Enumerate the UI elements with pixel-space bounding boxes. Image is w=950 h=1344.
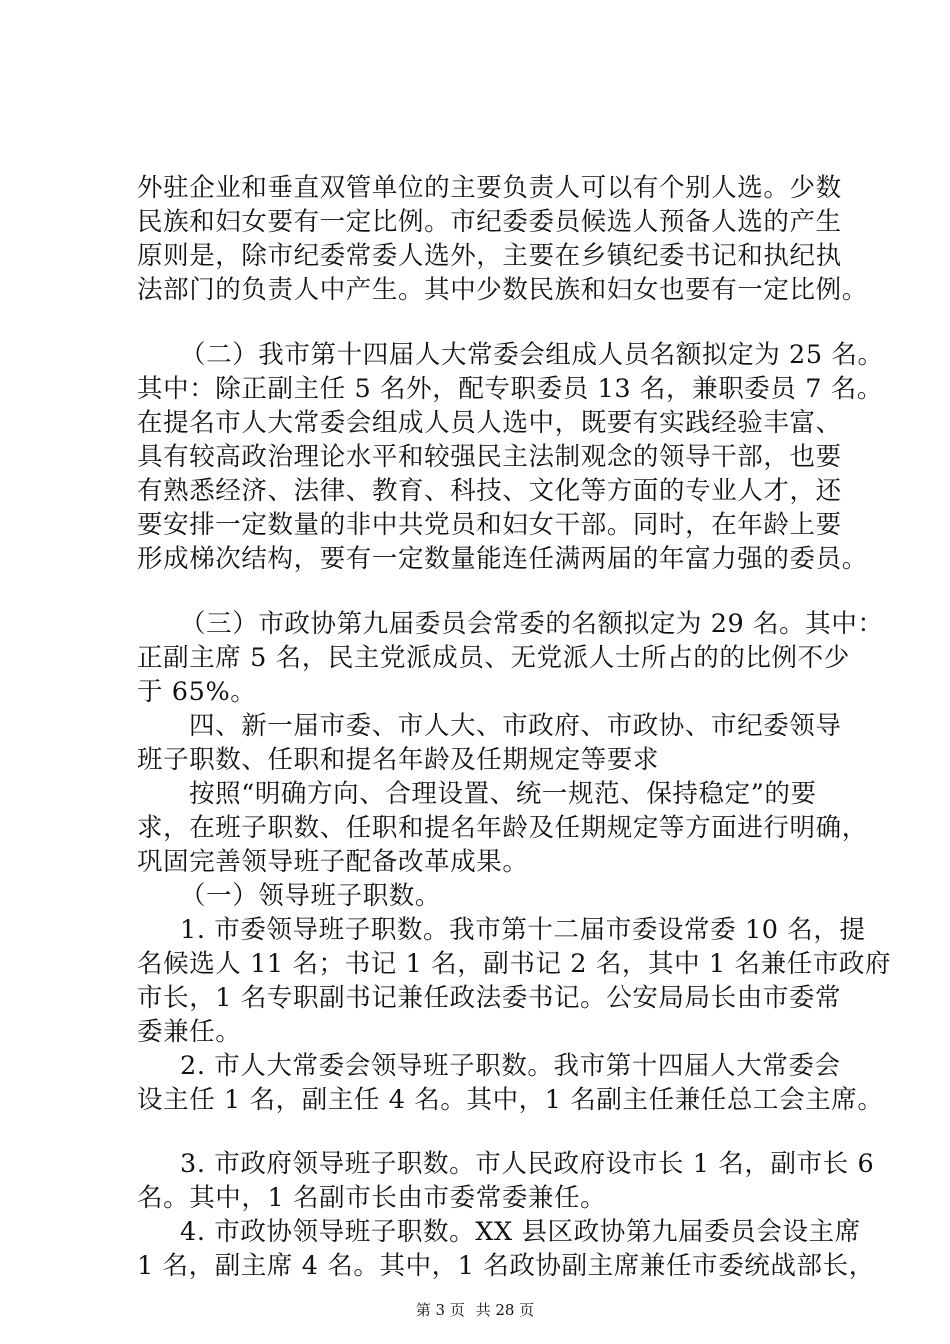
text-line: 法部门的负责人中产生。其中少数民族和妇女也要有一定比例。 bbox=[137, 275, 868, 305]
text-line: 3. 市政府领导班子职数。市人民政府设市长 1 名，副市长 6 bbox=[180, 1149, 875, 1179]
text-line: 外驻企业和垂直双管单位的主要负责人可以有个别人选。少数 bbox=[137, 173, 842, 203]
text-line: 具有较高政治理论水平和较强民主法制观念的领导干部，也要 bbox=[137, 442, 842, 472]
text-line: 按照“明确方向、合理设置、统一规范、保持稳定”的要 bbox=[189, 779, 817, 809]
text-line: 于 65%。 bbox=[137, 677, 257, 707]
subsection-heading: （一）领导班子职数。 bbox=[180, 881, 442, 911]
page-total: 共 28 页 bbox=[475, 1301, 535, 1319]
text-line: （二）我市第十四届人大常委会组成人员名额拟定为 25 名。 bbox=[180, 340, 884, 370]
section-heading: 班子职数、任职和提名年龄及任期规定等要求 bbox=[137, 745, 660, 775]
text-line: 在提名市人大常委会组成人员人选中，既要有实践经验丰富、 bbox=[137, 408, 842, 438]
text-line: 要安排一定数量的非中共党员和妇女干部。同时，在年龄上要 bbox=[137, 510, 842, 540]
text-line: 其中：除正副主任 5 名外，配专职委员 13 名，兼职委员 7 名。 bbox=[137, 374, 883, 404]
text-line: 委兼任。 bbox=[137, 1017, 242, 1047]
text-line: 求，在班子职数、任职和提名年龄及任期规定等方面进行明确， bbox=[137, 813, 868, 843]
text-line: 4. 市政协领导班子职数。XX 县区政协第九届委员会设主席 bbox=[180, 1217, 861, 1247]
text-line: 有熟悉经济、法律、教育、科技、文化等方面的专业人才，还 bbox=[137, 476, 842, 506]
text-line: 形成梯次结构，要有一定数量能连任满两届的年富力强的委员。 bbox=[137, 544, 868, 574]
section-heading: 四、新一届市委、市人大、市政府、市政协、市纪委领导 bbox=[189, 711, 842, 741]
text-line: 1. 市委领导班子职数。我市第十二届市委设常委 10 名，提 bbox=[180, 915, 866, 945]
text-line: 设主任 1 名，副主任 4 名。其中，1 名副主任兼任总工会主席。 bbox=[137, 1085, 884, 1115]
text-line: 原则是，除市纪委常委人选外，主要在乡镇纪委书记和执纪执 bbox=[137, 241, 842, 271]
text-line: 正副主席 5 名，民主党派成员、无党派人士所占的的比例不少 bbox=[137, 643, 850, 673]
text-line: 名。其中，1 名副市长由市委常委兼任。 bbox=[137, 1183, 607, 1213]
text-line: 民族和妇女要有一定比例。市纪委委员候选人预备人选的产生 bbox=[137, 207, 842, 237]
page-footer bbox=[0, 1300, 950, 1320]
page-number: 第 3 页 bbox=[415, 1301, 465, 1319]
text-line: （三）市政协第九届委员会常委的名额拟定为 29 名。其中： bbox=[180, 609, 884, 639]
text-line: 名候选人 11 名；书记 1 名，副书记 2 名，其中 1 名兼任市政府 bbox=[137, 949, 892, 979]
text-line: 市长，1 名专职副书记兼任政法委书记。公安局局长由市委常 bbox=[137, 983, 842, 1013]
text-line: 1 名，副主席 4 名。其中，1 名政协副主席兼任市委统战部长， bbox=[137, 1251, 875, 1281]
text-line: 巩固完善领导班子配备改革成果。 bbox=[137, 847, 529, 877]
text-line: 2. 市人大常委会领导班子职数。我市第十四届人大常委会 bbox=[180, 1051, 841, 1081]
